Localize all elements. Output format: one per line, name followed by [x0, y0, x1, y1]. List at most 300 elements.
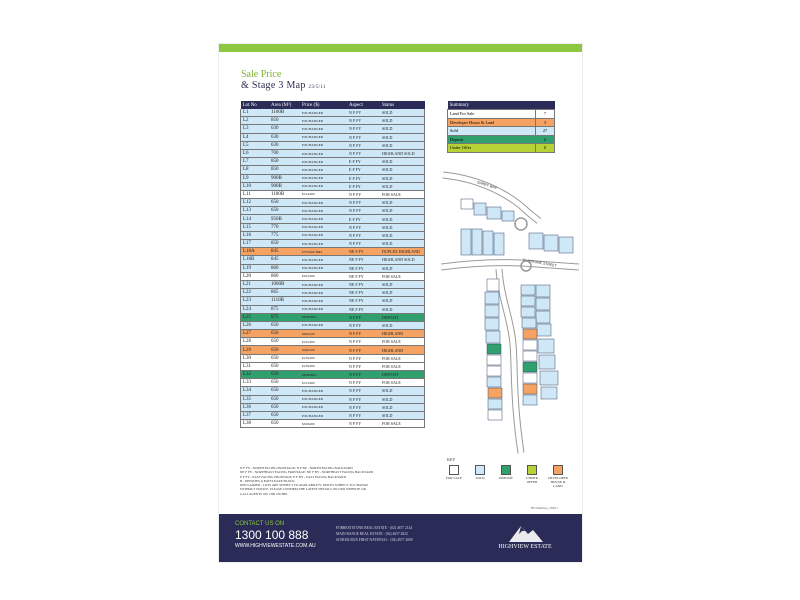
cell-aspect: NE F FY — [347, 256, 380, 264]
cell-lot: L4 — [241, 133, 270, 141]
table-row — [241, 305, 425, 313]
cell-price: EXCHANGED — [300, 231, 347, 239]
summary-table — [447, 101, 555, 153]
cell-status: SOLD — [380, 403, 425, 411]
cell-aspect: E F FY — [347, 158, 380, 166]
cell-price: EXCHANGED — [300, 305, 347, 313]
cell-lot: L33 — [241, 379, 270, 387]
summary-count: 27 — [536, 127, 555, 136]
cell-area: 650 — [269, 330, 300, 338]
cell-status: SOLD — [380, 141, 425, 149]
table-row — [241, 109, 425, 117]
table-row — [241, 149, 425, 157]
cell-aspect: N F FY — [347, 379, 380, 387]
cell-aspect: NE F FY — [347, 272, 380, 280]
summary-count: 7 — [536, 110, 555, 119]
cell-lot: L20 — [241, 272, 270, 280]
cell-status: DEPOSIT — [380, 371, 425, 379]
summary-count: 3 — [536, 118, 555, 127]
cell-price: $139,000 — [300, 354, 347, 362]
map-key — [447, 457, 577, 497]
table-row — [241, 182, 425, 190]
key-label: SOLD — [475, 476, 485, 480]
note-line: N F FY - NORTH FACING FRONTAGE; N F BY - NORTH FACING BACKYARD — [240, 466, 353, 470]
cell-lot: L12 — [241, 199, 270, 207]
key-swatch — [475, 465, 485, 475]
key-label: DEPOSIT — [499, 476, 513, 480]
lot-upper-sold — [461, 229, 471, 255]
cell-area: 1000B — [269, 280, 300, 288]
summary-row — [448, 127, 555, 136]
highview-logo — [495, 522, 555, 556]
note-line: DISCLAIMER - LOTS ARE SUBJECT TO AVAILABILITY. PRICES SUBJECT TO CHANGE — [240, 483, 369, 488]
agent-line: MAIN RANGE REAL ESTATE - (02) 4657 2822 — [336, 532, 408, 536]
table-row — [241, 190, 425, 198]
cell-aspect: N F FY — [347, 338, 380, 346]
table-row — [241, 158, 425, 166]
cell-price: EXCHANGED — [300, 199, 347, 207]
summary-row — [448, 144, 555, 153]
cell-price: EXCHANGED — [300, 264, 347, 272]
cell-area: 650 — [269, 371, 300, 379]
cell-price: EXCHANGED — [300, 215, 347, 223]
cell-price: EXCHANGED — [300, 166, 347, 174]
cell-aspect: N F FY — [347, 362, 380, 370]
table-row — [241, 338, 425, 346]
lot-upper-sold — [474, 203, 486, 215]
cell-aspect: N F FY — [347, 387, 380, 395]
cell-lot: L38 — [241, 420, 270, 428]
cell-aspect: N F FY — [347, 330, 380, 338]
cell-lot: L9 — [241, 174, 270, 182]
table-row — [241, 133, 425, 141]
cell-lot: L2 — [241, 117, 270, 125]
cell-aspect: N F FY — [347, 223, 380, 231]
cell-area: 650 — [269, 207, 300, 215]
cell-price: PENDING — [300, 313, 347, 321]
table-row — [241, 240, 425, 248]
cell-status: SOLD — [380, 297, 425, 305]
table-row — [241, 166, 425, 174]
table-row — [241, 346, 425, 354]
cell-price: $379,000 H&L — [300, 248, 347, 256]
cell-aspect: N F FY — [347, 354, 380, 362]
summary-label: Land For Sale — [448, 110, 536, 119]
cell-status: SOLD — [380, 411, 425, 419]
cell-status: SOLD — [380, 240, 425, 248]
cell-price: PENDING — [300, 371, 347, 379]
cell-area: 650 — [269, 411, 300, 419]
lot-upper-sold — [529, 233, 543, 249]
cell-status: SOLD — [380, 280, 425, 288]
cell-aspect: E F FY — [347, 166, 380, 174]
cell-price: EXCHANGED — [300, 117, 347, 125]
lot-upper-sold — [472, 229, 482, 255]
cell-area: 950B — [269, 215, 300, 223]
cell-lot: L17 — [241, 240, 270, 248]
cell-price: $329,000 — [300, 420, 347, 428]
cell-lot: L19 — [241, 264, 270, 272]
cell-status: HIGHLAND — [380, 346, 425, 354]
lot-price-table — [240, 101, 425, 428]
summary-row — [448, 135, 555, 144]
cell-price: EXCHANGED — [300, 321, 347, 329]
cell-price: EXCHANGED — [300, 141, 347, 149]
cell-lot: L30 — [241, 354, 270, 362]
cell-status: SOLD — [380, 264, 425, 272]
cell-lot: L31 — [241, 362, 270, 370]
cell-area: 650 — [269, 362, 300, 370]
summary-count: 0 — [536, 144, 555, 153]
summary-label: Deposit — [448, 135, 536, 144]
cell-lot: L3 — [241, 125, 270, 133]
cell-area: 850 — [269, 166, 300, 174]
note-line: WITHOUT NOTICE. PLEASE CONFIRM THE LATEST DETAILS ON OUR WEBSITE OR — [240, 487, 366, 492]
lot-table-body — [241, 109, 425, 428]
summary-body — [448, 110, 555, 153]
lot-l27 — [523, 329, 537, 339]
cell-status: SOLD — [380, 117, 425, 125]
cell-lot: L28 — [241, 338, 270, 346]
cell-aspect: NE F FY — [347, 264, 380, 272]
cell-aspect: N F FY — [347, 125, 380, 133]
col-price: Price ($) — [300, 101, 347, 109]
key-label: UNDER OFFER — [526, 476, 538, 484]
cell-area: 630 — [269, 133, 300, 141]
cell-price: EXCHANGED — [300, 149, 347, 157]
cell-price: $163,000 — [300, 272, 347, 280]
cell-status: SOLD — [380, 207, 425, 215]
table-row — [241, 199, 425, 207]
table-row — [241, 313, 425, 321]
phone-number[interactable]: 1300 100 888 — [235, 528, 309, 542]
cell-price: $139,000 — [300, 362, 347, 370]
cell-aspect: N F FY — [347, 207, 380, 215]
cell-price: EXCHANGED — [300, 395, 347, 403]
cell-status: SOLD — [380, 215, 425, 223]
cell-lot: L27 — [241, 330, 270, 338]
cell-aspect: E F FY — [347, 215, 380, 223]
cell-aspect: N F FY — [347, 141, 380, 149]
lot-upper-sold — [483, 231, 493, 255]
cell-price: EXCHANGED — [300, 158, 347, 166]
stage-3-map — [441, 169, 579, 454]
lot-l11 — [461, 199, 473, 209]
table-row — [241, 231, 425, 239]
cell-status: SOLD — [380, 133, 425, 141]
heading-date: 23/5/11 — [308, 85, 326, 90]
sale-price-heading: Sale Price — [241, 69, 282, 80]
website-link[interactable]: WWW.HIGHVIEWESTATE.COM.AU — [235, 543, 316, 549]
cell-price: EXCHANGED — [300, 240, 347, 248]
cell-aspect: N F FY — [347, 321, 380, 329]
cell-aspect: N F FY — [347, 395, 380, 403]
table-row — [241, 125, 425, 133]
cell-aspect: E F FY — [347, 174, 380, 182]
cell-aspect: N F FY — [347, 133, 380, 141]
cell-area: 770 — [269, 223, 300, 231]
cell-lot: L35 — [241, 395, 270, 403]
street-label-elmstone-street: ELMSTONE STREET — [522, 258, 557, 268]
aspect-notes-disclaimer — [240, 466, 425, 496]
key-label: FOR SALE — [446, 476, 462, 480]
cell-status: FOR SALE — [380, 272, 425, 280]
cell-aspect: N F FY — [347, 149, 380, 157]
cell-price: EXCHANGED — [300, 109, 347, 117]
table-row — [241, 403, 425, 411]
cell-area: 900B — [269, 182, 300, 190]
table-row — [241, 223, 425, 231]
cell-aspect: N F FY — [347, 240, 380, 248]
table-row — [241, 379, 425, 387]
cell-lot: L10 — [241, 182, 270, 190]
lot-upper-sold — [487, 207, 501, 219]
col-lot-no: Lot No — [241, 101, 270, 109]
cell-area: 860 — [269, 264, 300, 272]
cell-area: 650 — [269, 321, 300, 329]
cell-aspect: E F FY — [347, 182, 380, 190]
cell-status: SOLD — [380, 289, 425, 297]
cell-price: $154,000 — [300, 190, 347, 198]
top-accent-bar — [219, 44, 582, 52]
cell-area: 630 — [269, 125, 300, 133]
cell-lot: L34 — [241, 387, 270, 395]
table-row — [241, 174, 425, 182]
cell-lot: L36 — [241, 403, 270, 411]
cell-price: EXCHANGED — [300, 223, 347, 231]
cell-status: SOLD — [380, 166, 425, 174]
cell-status: HIGHLAND SOLD — [380, 256, 425, 264]
col-status: Status — [380, 101, 425, 109]
cell-lot: L22 — [241, 289, 270, 297]
cell-price: EXCHANGED — [300, 403, 347, 411]
summary-row — [448, 118, 555, 127]
table-row — [241, 330, 425, 338]
note-line: NE F FY - NORTHEAST FACING FRONTAGE; NE F BY - NORTHEAST FACING BACKYARD — [240, 470, 374, 475]
map-reference: HV/SalePrice_230511 — [531, 506, 558, 510]
cell-price: EXCHANGED — [300, 289, 347, 297]
cell-price: EXCHANGED — [300, 207, 347, 215]
cell-lot: L16 — [241, 231, 270, 239]
cell-price: EXCHANGED — [300, 280, 347, 288]
cell-status: FOR SALE — [380, 362, 425, 370]
cell-area: 650 — [269, 403, 300, 411]
cell-price: EXCHANGED — [300, 133, 347, 141]
cell-price: $449,500 — [300, 346, 347, 354]
cell-price: EXCHANGED — [300, 182, 347, 190]
table-row — [241, 371, 425, 379]
cell-status: SOLD — [380, 231, 425, 239]
col-aspect: Aspect — [347, 101, 380, 109]
lot-upper-sold — [494, 233, 504, 255]
note-line: E F FY - EAST FACING FRONTAGE; E F BY - EAST FACING BACKYARD — [240, 474, 346, 479]
key-swatch — [501, 465, 511, 475]
table-row — [241, 207, 425, 215]
table-row — [241, 248, 425, 256]
cell-aspect: N F FY — [347, 420, 380, 428]
summary-label: Under Offer — [448, 144, 536, 153]
table-row — [241, 321, 425, 329]
cell-aspect: N F FY — [347, 403, 380, 411]
cell-area: 650 — [269, 199, 300, 207]
key-swatch — [449, 465, 459, 475]
cell-status: SOLD — [380, 158, 425, 166]
lot-l32 — [523, 362, 537, 372]
cell-status: SOLD — [380, 199, 425, 207]
agent-list — [336, 525, 413, 543]
cell-lot: L1 — [241, 109, 270, 117]
cell-lot: L18A — [241, 248, 270, 256]
cell-lot: L6 — [241, 149, 270, 157]
cell-price: $145,000 — [300, 338, 347, 346]
cell-price: EXCHANGED — [300, 125, 347, 133]
cell-price: $133,000 — [300, 379, 347, 387]
cell-area: 775 — [269, 231, 300, 239]
cell-lot: L25 — [241, 313, 270, 321]
footer-bar — [219, 514, 582, 562]
summary-label: Developer House & Land — [448, 118, 536, 127]
table-row — [241, 117, 425, 125]
cell-price: EXCHANGED — [300, 387, 347, 395]
cell-aspect: NE F FY — [347, 305, 380, 313]
lot-upper-sold — [559, 237, 573, 253]
col-area: Area (M²) — [269, 101, 300, 109]
cell-lot: L23 — [241, 297, 270, 305]
cell-price: EXCHANGED — [300, 256, 347, 264]
lot-l38 — [523, 384, 537, 394]
table-row — [241, 395, 425, 403]
cell-aspect: NE F FY — [347, 248, 380, 256]
cell-area: 650 — [269, 420, 300, 428]
cell-status: SOLD — [380, 182, 425, 190]
summary-row — [448, 110, 555, 119]
cell-lot: L24 — [241, 305, 270, 313]
summary-title: Summary — [448, 101, 555, 110]
cell-area: 865 — [269, 289, 300, 297]
table-row — [241, 354, 425, 362]
cell-area: 1110B — [269, 297, 300, 305]
cell-lot: L14 — [241, 215, 270, 223]
cell-aspect: N F FY — [347, 190, 380, 198]
cell-lot: L32 — [241, 371, 270, 379]
stage-map-heading — [241, 80, 326, 91]
key-label: DEVELOPER HOUSE & LAND — [548, 476, 568, 488]
cell-status: SOLD — [380, 387, 425, 395]
cell-status: FOR SALE — [380, 420, 425, 428]
cell-area: 630 — [269, 141, 300, 149]
table-row — [241, 411, 425, 419]
lower-right-lots — [521, 285, 558, 405]
cell-status: DEPOSIT — [380, 313, 425, 321]
agent-line: FORRESTSTONE REAL ESTATE - (02) 4677 2144 — [336, 526, 413, 530]
lot-l25 — [487, 344, 501, 354]
cell-area: 650 — [269, 338, 300, 346]
cell-aspect: NE F FY — [347, 289, 380, 297]
key-title: KEY — [447, 457, 456, 462]
cell-area: 900B — [269, 174, 300, 182]
price-sheet — [219, 44, 582, 562]
note-line: B - DENOTES A BATTLEAXE BLOCK — [240, 478, 295, 483]
table-row — [241, 256, 425, 264]
table-row — [241, 215, 425, 223]
cell-area: 845 — [269, 256, 300, 264]
table-row — [241, 362, 425, 370]
table-row — [241, 272, 425, 280]
cell-status: SOLD — [380, 223, 425, 231]
cell-status: SOLD — [380, 395, 425, 403]
cell-status: FOR SALE — [380, 354, 425, 362]
lot-l29 — [488, 388, 502, 398]
cell-area: 1180B — [269, 190, 300, 198]
cell-status: SOLD — [380, 174, 425, 182]
cell-area: 850 — [269, 117, 300, 125]
cell-status: FOR SALE — [380, 190, 425, 198]
cell-status: HIGHLAND — [380, 330, 425, 338]
brand-name: HIGHVIEW ESTATE — [498, 544, 552, 550]
cell-lot: L5 — [241, 141, 270, 149]
cell-area: 700 — [269, 149, 300, 157]
cell-lot: L15 — [241, 223, 270, 231]
cell-aspect: N F FY — [347, 346, 380, 354]
key-swatch — [527, 465, 537, 475]
cell-price: $409,950 — [300, 330, 347, 338]
cell-area: 860 — [269, 272, 300, 280]
lower-left-lots — [485, 279, 502, 420]
table-row — [241, 387, 425, 395]
cell-aspect: NE F FY — [347, 280, 380, 288]
cell-area: 650 — [269, 379, 300, 387]
lot-l20 — [487, 279, 499, 291]
lot-upper-sold — [502, 211, 514, 221]
cell-lot: L8 — [241, 166, 270, 174]
cell-lot: L26 — [241, 321, 270, 329]
cell-area: 875 — [269, 305, 300, 313]
cell-lot: L37 — [241, 411, 270, 419]
cell-aspect: N F FY — [347, 371, 380, 379]
cell-area: 650 — [269, 387, 300, 395]
cell-area: 650 — [269, 354, 300, 362]
cell-lot: L29 — [241, 346, 270, 354]
cell-price: EXCHANGED — [300, 411, 347, 419]
summary-label: Sold — [448, 127, 536, 136]
key-swatch — [553, 465, 563, 475]
note-line: CALL AGENTS ON 1300 100 888. — [240, 491, 288, 496]
mountain-icon — [495, 522, 555, 544]
cell-lot: L13 — [241, 207, 270, 215]
lot-upper-sold — [544, 235, 558, 251]
cell-area: 850 — [269, 240, 300, 248]
contact-label: CONTACT US ON — [235, 521, 285, 527]
cell-aspect: N F FY — [347, 109, 380, 117]
table-row — [241, 280, 425, 288]
summary-header-row — [448, 101, 555, 110]
summary-count: 2 — [536, 135, 555, 144]
cell-status: HIGHLAND SOLD — [380, 149, 425, 157]
table-row — [241, 297, 425, 305]
stage-map-title: & Stage 3 Map — [241, 80, 306, 91]
cell-price: EXCHANGED — [300, 174, 347, 182]
table-header-row — [241, 101, 425, 109]
cell-lot: L18B — [241, 256, 270, 264]
cell-status: SOLD — [380, 109, 425, 117]
cell-area: 845 — [269, 248, 300, 256]
table-row — [241, 141, 425, 149]
cell-aspect: N F FY — [347, 199, 380, 207]
cell-area: 650 — [269, 395, 300, 403]
cell-lot: L21 — [241, 280, 270, 288]
cell-price: EXCHANGED — [300, 297, 347, 305]
cell-area: 650 — [269, 346, 300, 354]
